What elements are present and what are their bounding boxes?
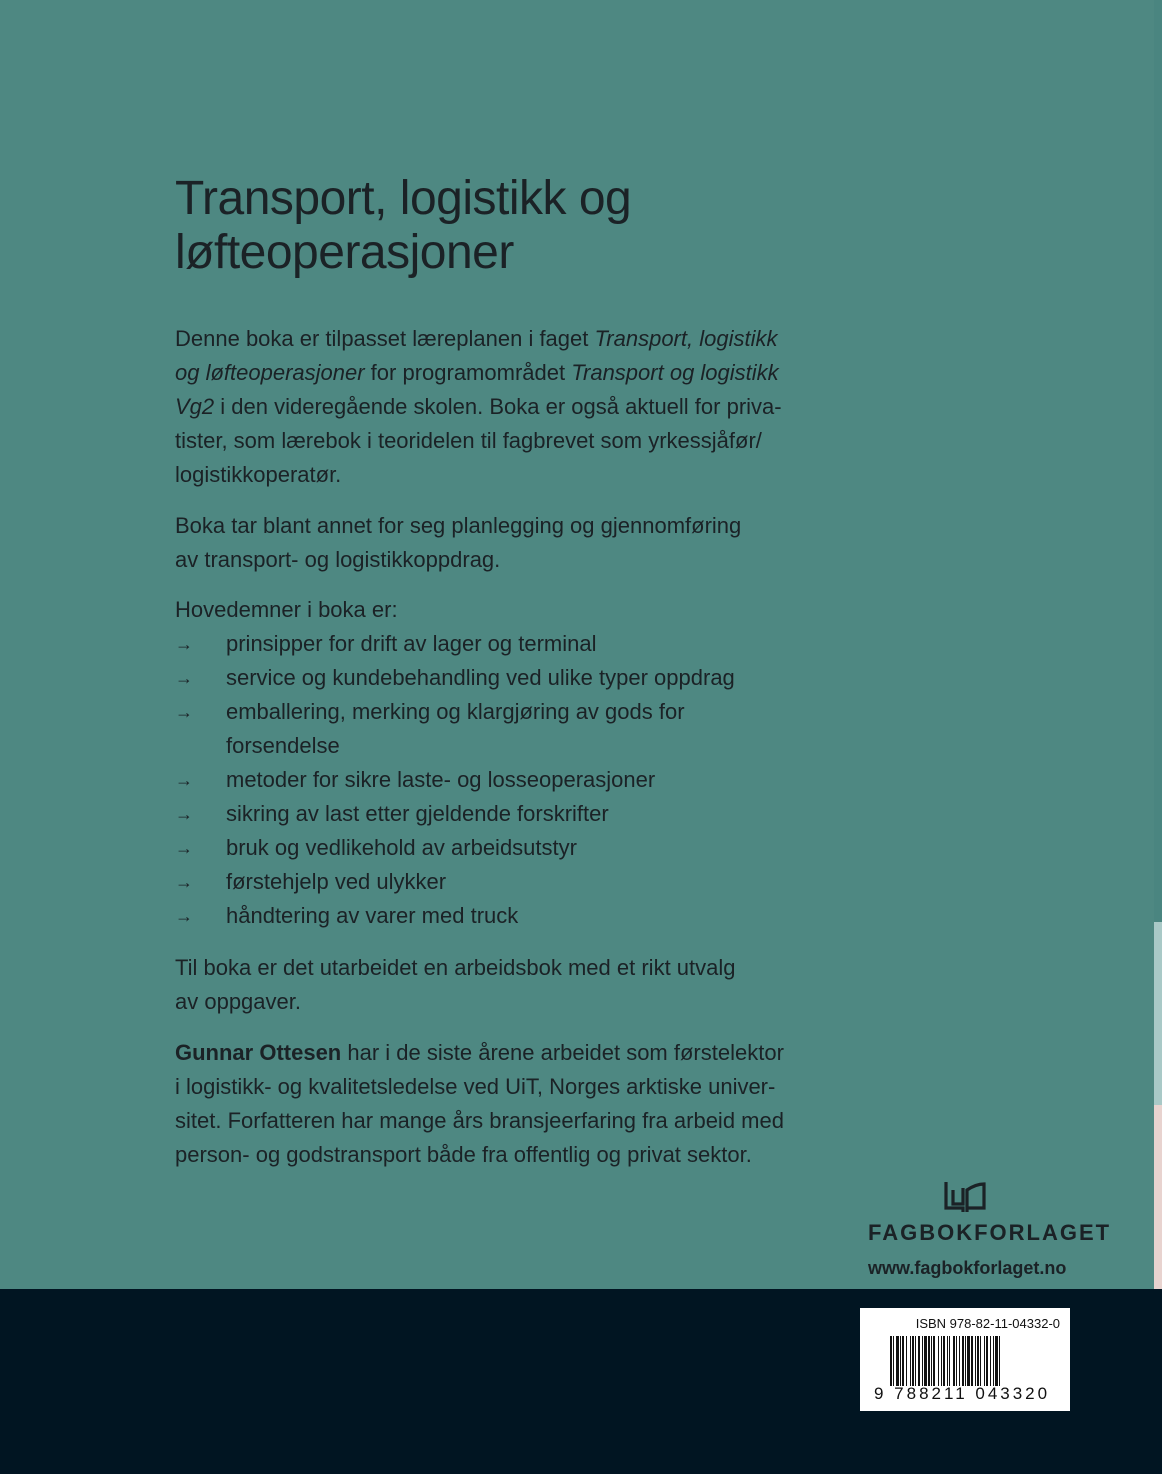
barcode-digits: 9 788211 043320: [874, 1384, 1051, 1403]
isbn-label: ISBN 978-82-11-04332-0: [915, 1316, 1060, 1331]
edge-strip-light: [1154, 922, 1162, 1105]
author-line-2: i logistikk- og kvalitetsledelse ved UiT, Norges arktiske univer-: [175, 1074, 776, 1099]
topics-heading: Hovedemner i boka er:: [175, 597, 398, 622]
workbook-line-1: Til boka er det utarbeidet en arbeidsbok med et rikt utvalg: [175, 955, 736, 980]
topic-text: førstehjelp ved ulykker: [226, 869, 447, 894]
arrow-bullet-icon: →: [175, 838, 193, 858]
topic-text: håndtering av varer med truck: [226, 903, 519, 928]
planning-paragraph: [175, 509, 875, 577]
author-line-1: Gunnar Ottesen har i de siste årene arbeidet som førstelektor: [175, 1040, 784, 1065]
open-book-logo-icon: [944, 1180, 986, 1216]
arrow-bullet-icon: →: [175, 906, 193, 926]
topic-item: [175, 695, 875, 763]
arrow-bullet-icon: →: [175, 872, 193, 892]
planning-line-2: av transport- og logistikkoppdrag.: [175, 547, 501, 572]
arrow-bullet-icon: →: [175, 702, 193, 722]
topic-text: emballering, merking og klargjøring av gods for: [226, 699, 685, 724]
author-paragraph: [175, 1036, 875, 1172]
arrow-bullet-icon: →: [175, 668, 193, 688]
topic-item: [175, 865, 875, 899]
workbook-line-2: av oppgaver.: [175, 989, 301, 1014]
intro-paragraph: [175, 322, 875, 492]
topic-item: [175, 831, 875, 865]
topic-item: [175, 763, 875, 797]
topic-item: [175, 627, 875, 661]
publisher-logo: [868, 1180, 1112, 1246]
arrow-bullet-icon: →: [175, 634, 193, 654]
topic-item: [175, 797, 875, 831]
author-line-4: person- og godstransport både fra offentlig og privat sektor.: [175, 1142, 752, 1167]
author-line-3: sitet. Forfatteren har mange års bransjeerfaring fra arbeid med: [175, 1108, 784, 1133]
topic-text: bruk og vedlikehold av arbeidsutstyr: [226, 835, 577, 860]
edge-strip-teal: [1154, 0, 1162, 922]
topic-text: forsendelse: [226, 733, 340, 758]
barcode-icon: [890, 1336, 1038, 1386]
edge-strip-pink: [1154, 1105, 1162, 1289]
arrow-bullet-icon: →: [175, 770, 193, 790]
topic-text: sikring av last etter gjeldende forskrifter: [226, 801, 609, 826]
publisher-name: FAGBOKFORLAGET: [868, 1220, 1112, 1245]
planning-line-1: Boka tar blant annet for seg planlegging og gjennomføring: [175, 513, 742, 538]
topic-text: service og kundebehandling ved ulike typer oppdrag: [226, 665, 735, 690]
intro-line-5: logistikkoperatør.: [175, 462, 342, 487]
arrow-bullet-icon: →: [175, 804, 193, 824]
author-name: Gunnar Ottesen: [175, 1040, 342, 1065]
workbook-paragraph: [175, 951, 875, 1019]
topic-text: metoder for sikre laste- og losseoperasjoner: [226, 767, 656, 792]
intro-line-1: Denne boka er tilpasset læreplanen i faget Transport, logistikk: [175, 326, 778, 351]
topic-item: [175, 661, 875, 695]
book-title-line-1: Transport, logistikk og: [175, 172, 632, 225]
book-title: [175, 172, 631, 280]
book-title-line-2: løfteoperasjoner: [175, 226, 514, 279]
isbn-barcode-box: [860, 1308, 1070, 1411]
intro-line-3: Vg2 i den videregående skolen. Boka er også aktuell for priva-: [175, 394, 782, 419]
intro-line-4: tister, som lærebok i teoridelen til fagbrevet som yrkessjåfør/: [175, 428, 762, 453]
intro-line-2: og løfteoperasjoner for programområdet Transport og logistikk: [175, 360, 779, 385]
topics-list: [175, 627, 875, 933]
publisher-url: www.fagbokforlaget.no: [868, 1258, 1067, 1278]
topic-item: [175, 899, 875, 933]
topic-text: prinsipper for drift av lager og terminal: [226, 631, 597, 656]
